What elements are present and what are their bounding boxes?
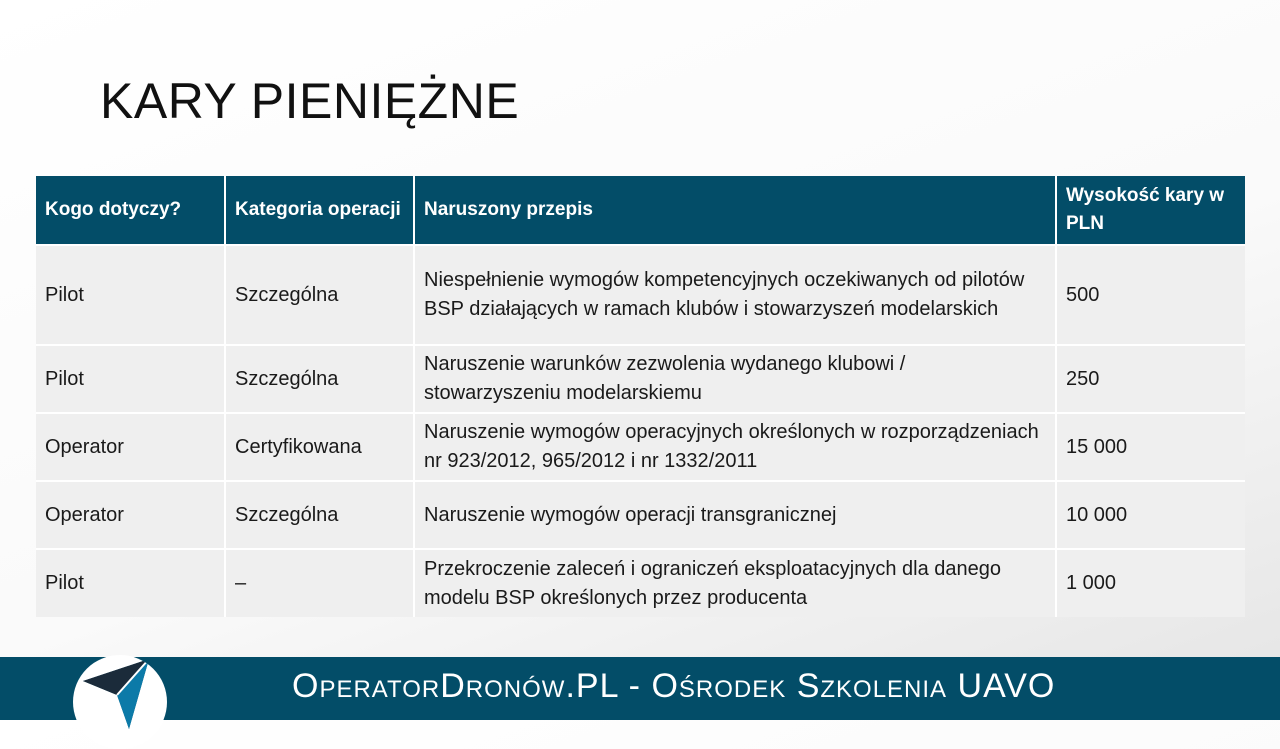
table-row	[36, 549, 1245, 617]
cell-penalty-amount: 500	[1056, 245, 1245, 345]
header-who: Kogo dotyczy?	[36, 176, 225, 245]
cell-violated-rule: Naruszenie wymogów operacyjnych określonych w rozporządzeniach nr 923/2012, 965/2012 i nr 1332/2011	[414, 413, 1056, 481]
cell-who: Pilot	[36, 549, 225, 617]
penalties-table	[36, 176, 1245, 617]
table-row	[36, 245, 1245, 345]
cell-category: –	[225, 549, 414, 617]
cell-violated-rule: Naruszenie warunków zezwolenia wydanego klubowi / stowarzyszeniu modelarskiemu	[414, 345, 1056, 413]
slide-title: KARY PIENIĘŻNE	[100, 73, 520, 129]
cell-violated-rule: Przekroczenie zaleceń i ograniczeń eksploatacyjnych dla danego modelu BSP określonych przez producenta	[414, 549, 1056, 617]
cell-violated-rule: Niespełnienie wymogów kompetencyjnych oczekiwanych od pilotów BSP działających w ramach klubów i stowarzyszeń modelarskich	[414, 245, 1056, 345]
cell-who: Operator	[36, 481, 225, 549]
cell-who: Pilot	[36, 245, 225, 345]
cell-category: Szczególna	[225, 245, 414, 345]
cell-category: Szczególna	[225, 481, 414, 549]
header-category: Kategoria operacji	[225, 176, 414, 245]
cell-who: Pilot	[36, 345, 225, 413]
cell-penalty-amount: 10 000	[1056, 481, 1245, 549]
cell-penalty-amount: 15 000	[1056, 413, 1245, 481]
header-violated-rule: Naruszony przepis	[414, 176, 1056, 245]
cell-penalty-amount: 250	[1056, 345, 1245, 413]
table-row	[36, 413, 1245, 481]
cell-category: Certyfikowana	[225, 413, 414, 481]
footer-logo	[73, 655, 167, 749]
cell-category: Szczególna	[225, 345, 414, 413]
cell-violated-rule: Naruszenie wymogów operacji transgranicznej	[414, 481, 1056, 549]
table-row	[36, 345, 1245, 413]
header-penalty-amount: Wysokość kary w PLN	[1056, 176, 1245, 245]
cell-penalty-amount: 1 000	[1056, 549, 1245, 617]
table-row	[36, 481, 1245, 549]
footer-title: OperatorDronów.PL - Ośrodek Szkolenia UAVO	[292, 667, 1056, 705]
cell-who: Operator	[36, 413, 225, 481]
table-header-row	[36, 176, 1245, 245]
drone-arrow-logo-icon	[73, 655, 167, 749]
